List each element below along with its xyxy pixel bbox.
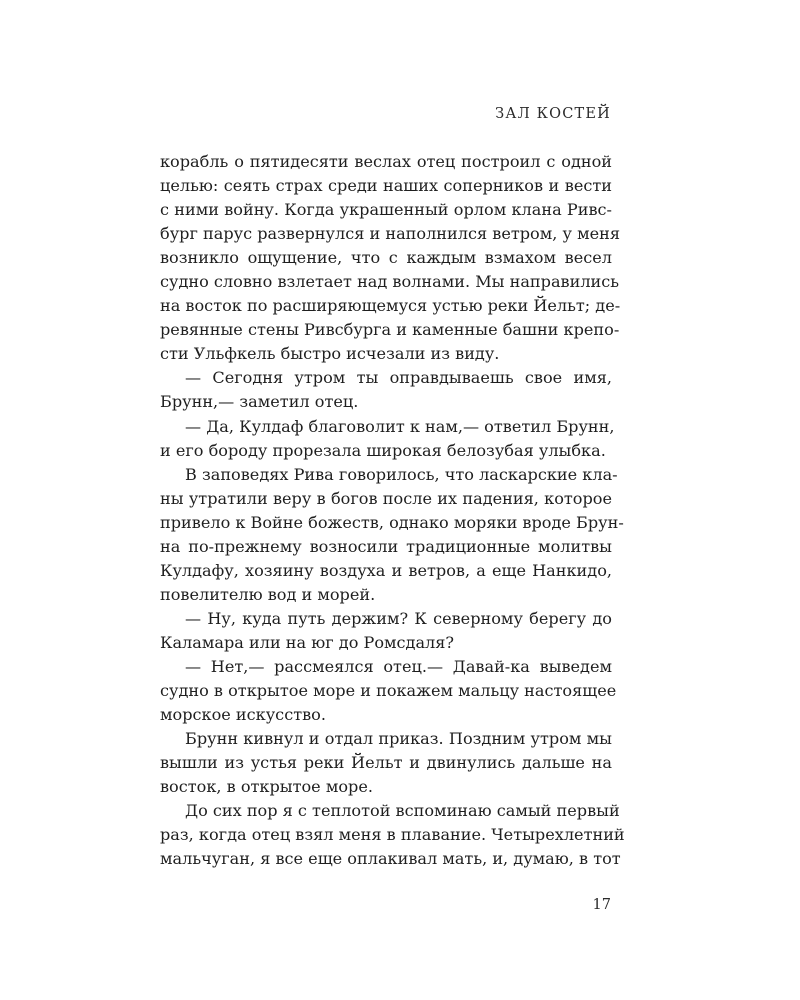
text-line: раз, когда отец взял меня в плавание. Четырехлетний <box>160 825 625 845</box>
text-line: судно словно взлетает над волнами. Мы направились <box>160 272 620 292</box>
text-line: на по-прежнему возносили традиционные молитвы <box>160 536 612 556</box>
text-line: сти Ульфкель быстро исчезали из виду. <box>160 344 500 364</box>
text-line: повелителю вод и морей. <box>160 584 376 604</box>
text-line: морское искусство. <box>160 705 326 725</box>
text-line: Брунн кивнул и отдал приказ. Поздним утром мы <box>185 729 612 749</box>
text-line: В заповедях Рива говорилось, что ласкарские кла- <box>185 464 618 484</box>
body-text <box>160 150 625 871</box>
text-line: с ними войну. Когда украшенный орлом клана Ривс- <box>160 200 612 220</box>
text-line: Брунн,— заметил отец. <box>160 392 359 412</box>
text-line: мальчуган, я все еще оплакивал мать, и, думаю, в тот <box>160 849 621 869</box>
text-line: Кулдафу, хозяину воздуха и ветров, а еще Нанкидо, <box>160 560 612 580</box>
text-line: бург парус развернулся и наполнился ветром, у меня <box>160 224 620 244</box>
text-line: — Нет,— рассмеялся отец.— Давай-ка выведем <box>185 656 612 676</box>
text-line: ны утратили веру в богов после их падения, которое <box>160 488 612 508</box>
text-line: ревянные стены Ривсбурга и каменные башни крепо- <box>160 320 620 340</box>
text-line: вышли из устья реки Йельт и двинулись дальше на <box>160 753 612 773</box>
text-line: и его бороду прорезала широкая белозубая улыбка. <box>160 440 606 460</box>
text-line: Каламара или на юг до Ромсдаля? <box>160 632 455 652</box>
text-line: — Да, Кулдаф благоволит к нам,— ответил Брунн, <box>185 416 615 436</box>
page-number: 17 <box>592 897 611 913</box>
text-line: привело к Войне божеств, однако моряки вроде Брун- <box>160 512 624 532</box>
text-line: — Сегодня утром ты оправдываешь свое имя, <box>185 368 612 388</box>
text-line: на восток по расширяющемуся устью реки Йельт; де- <box>160 296 621 316</box>
text-line: корабль о пятидесяти веслах отец построил с одной <box>160 152 612 171</box>
text-line: До сих пор я с теплотой вспоминаю самый первый <box>185 801 620 821</box>
running-head: ЗАЛ КОСТЕЙ <box>495 106 611 122</box>
text-line: возникло ощущение, что с каждым взмахом весел <box>160 248 612 268</box>
text-line: — Ну, куда путь держим? К северному берегу до <box>185 608 612 628</box>
text-line: целью: сеять страх среди наших соперников и вести <box>160 176 612 196</box>
text-line: судно в открытое море и покажем мальцу настоящее <box>160 681 617 701</box>
text-line: восток, в открытое море. <box>160 777 373 797</box>
